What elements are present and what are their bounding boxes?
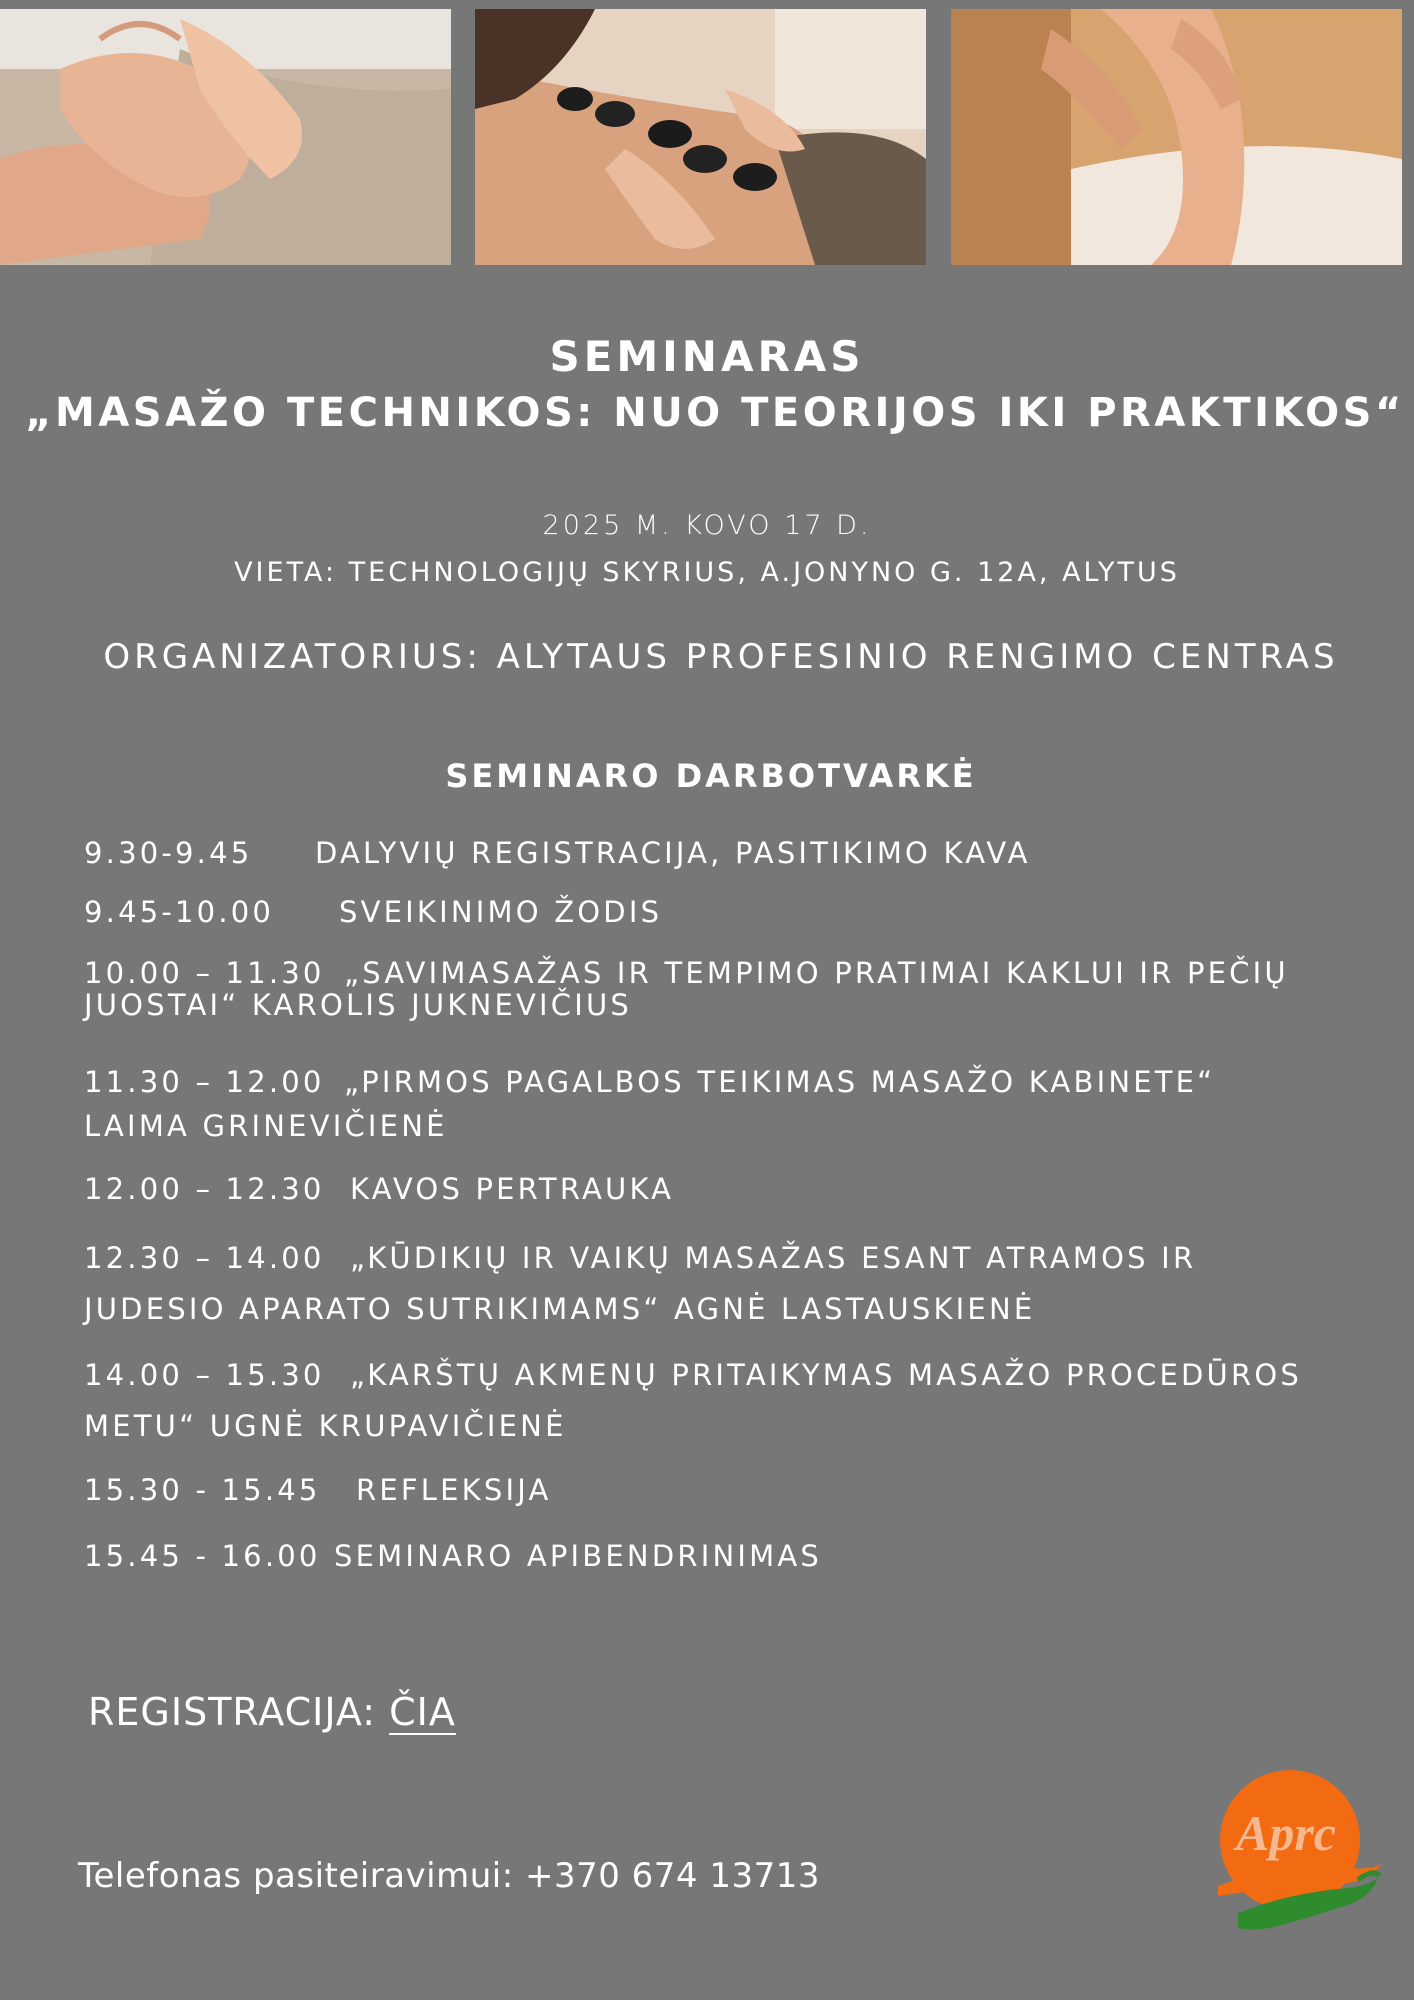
agenda-text: KAVOS PERTRAUKA [350, 1172, 675, 1206]
agenda-item [84, 887, 1354, 937]
event-date: 2025 M. KOVO 17 D. [542, 510, 872, 541]
agenda-text-cont: JUDESIO APARATO SUTRIKIMAMS“ AGNĖ LASTAUSKIENĖ [84, 1292, 1036, 1326]
agenda-text: REFLEKSIJA [356, 1473, 552, 1507]
agenda-text: SEMINARO APIBENDRINIMAS [334, 1539, 822, 1573]
title-seminar-name: „MASAŽO TECHNIKOS: NUO TEORIJOS IKI PRAKTIKOS“ [25, 390, 1405, 436]
agenda-item [84, 1465, 1354, 1515]
agenda-text-cont: JUOSTAI“ KAROLIS JUKNEVIČIUS [84, 988, 633, 1022]
agenda-text-cont: LAIMA GRINEVIČIENĖ [84, 1109, 448, 1143]
registration-link[interactable]: ČIA [389, 1690, 456, 1734]
agenda-time: 15.45 - 16.00 [84, 1539, 321, 1573]
photo-strip [0, 9, 1414, 265]
photo-foot-massage [951, 9, 1402, 265]
agenda-item [84, 1233, 1354, 1335]
agenda-text: SVEIKINIMO ŽODIS [339, 895, 663, 929]
agenda-time: 10.00 – 11.30 [84, 956, 325, 990]
agenda-title: SEMINARO DARBOTVARKĖ [445, 757, 977, 795]
agenda-text: „SAVIMASAŽAS IR TEMPIMO PRATIMAI KAKLUI IR PEČIŲ [344, 956, 1289, 990]
contact-phone: Telefonas pasiteiravimui: +370 674 13713 [78, 1856, 821, 1896]
agenda-item [84, 1164, 1354, 1214]
agenda-time: 9.30-9.45 [84, 836, 253, 870]
agenda-item [84, 1350, 1354, 1452]
agenda-item [84, 1531, 1354, 1581]
agenda-item [84, 1060, 1354, 1148]
agenda-text: „KŪDIKIŲ IR VAIKŲ MASAŽAS ESANT ATRAMOS IR [350, 1241, 1197, 1275]
agenda-item [84, 957, 1354, 1021]
agenda-text: DALYVIŲ REGISTRACIJA, PASITIKIMO KAVA [315, 836, 1031, 870]
registration [88, 1690, 456, 1734]
agenda-text-cont: METU“ UGNĖ KRUPAVIČIENĖ [84, 1409, 567, 1443]
agenda-time: 12.30 – 14.00 [84, 1241, 325, 1275]
agenda-text: „PIRMOS PAGALBOS TEIKIMAS MASAŽO KABINETE“ [344, 1065, 1216, 1099]
agenda-time: 12.00 – 12.30 [84, 1172, 325, 1206]
logo-text: Aprc [1236, 1805, 1336, 1861]
event-organizer: ORGANIZATORIUS: ALYTAUS PROFESINIO RENGIMO CENTRAS [103, 637, 1339, 677]
agenda-item [84, 828, 1354, 878]
registration-label: REGISTRACIJA: [88, 1690, 376, 1734]
photo-hand-massage [0, 9, 451, 265]
agenda-time: 9.45-10.00 [84, 895, 275, 929]
agenda-time: 15.30 - 15.45 [84, 1473, 321, 1507]
aprc-logo [1198, 1768, 1388, 1948]
agenda-time: 11.30 – 12.00 [84, 1065, 325, 1099]
agenda-text: „KARŠTŲ AKMENŲ PRITAIKYMAS MASAŽO PROCEDŪROS [350, 1358, 1302, 1392]
agenda-time: 14.00 – 15.30 [84, 1358, 325, 1392]
title-seminar: SEMINARAS [549, 332, 865, 381]
photo-hot-stone-massage [475, 9, 926, 265]
event-venue: VIETA: TECHNOLOGIJŲ SKYRIUS, A.JONYNO G. 12A, ALYTUS [234, 557, 1180, 588]
